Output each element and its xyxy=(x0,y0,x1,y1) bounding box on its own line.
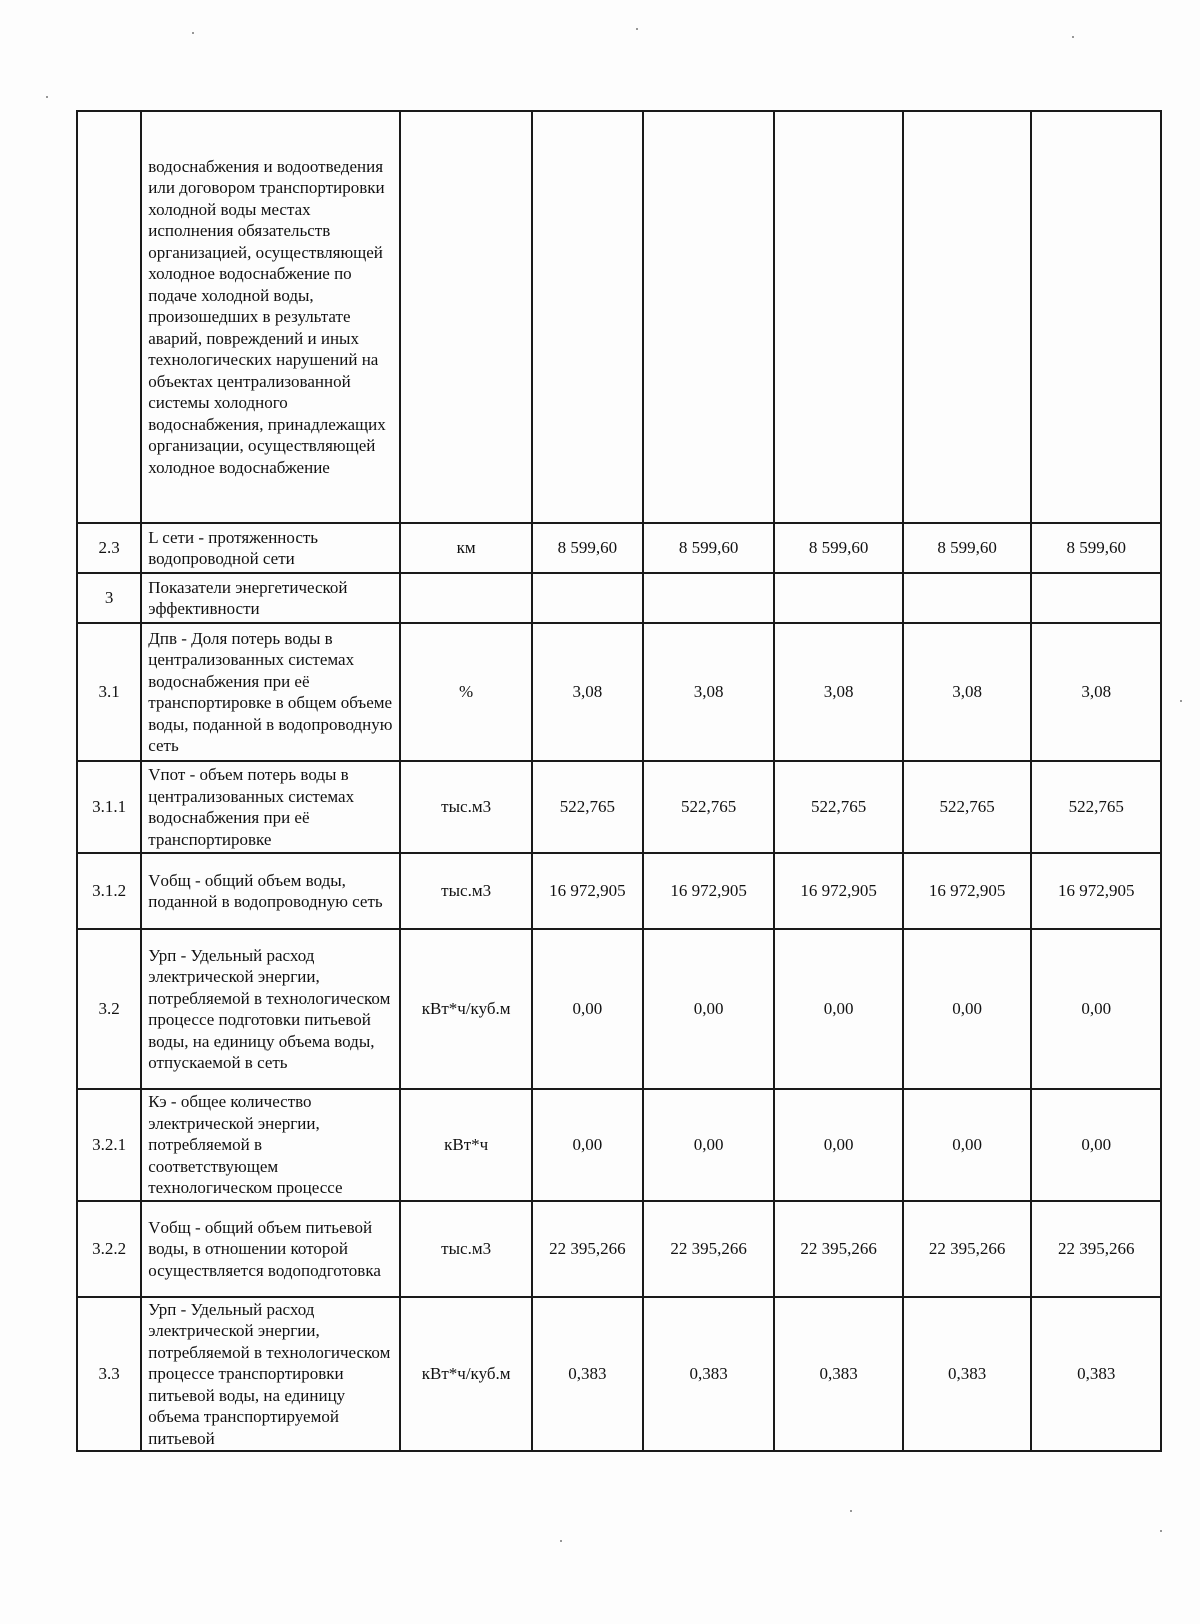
row-value-5: 16 972,905 xyxy=(1031,853,1161,929)
row-value-2: 0,00 xyxy=(643,1089,775,1201)
row-description: L сети - протяженность водопроводной сети xyxy=(141,523,400,573)
row-description: Кэ - общее количество электрической энергии, потребляемой в соответствующем технологическом процессе xyxy=(141,1089,400,1201)
row-value-4: 16 972,905 xyxy=(903,853,1032,929)
row-value-1: 0,00 xyxy=(532,1089,643,1201)
scan-speck xyxy=(1072,36,1074,38)
row-value-4: 0,00 xyxy=(903,1089,1032,1201)
scan-speck xyxy=(1180,700,1182,702)
row-unit: тыс.м3 xyxy=(400,1201,532,1297)
scan-speck xyxy=(636,28,638,30)
row-value-3 xyxy=(774,111,903,523)
table-row xyxy=(77,523,1161,573)
row-unit: % xyxy=(400,623,532,761)
row-description: Vобщ - общий объем воды, поданной в водопроводную сеть xyxy=(141,853,400,929)
row-value-4: 0,383 xyxy=(903,1297,1032,1451)
row-value-1 xyxy=(532,111,643,523)
table-row xyxy=(77,573,1161,623)
row-number: 3.2 xyxy=(77,929,141,1089)
row-value-1: 522,765 xyxy=(532,761,643,853)
row-value-3 xyxy=(774,573,903,623)
row-value-3: 22 395,266 xyxy=(774,1201,903,1297)
row-value-3: 0,00 xyxy=(774,929,903,1089)
row-description: водоснабжения и водоотведения или договором транспортировки холодной воды местах исполнения обязательств организацией, осуществляющей холодное водоснабжение по подаче холодной воды, произошедших в результате аварий, повреждений и иных технологических нарушений на объектах централизованной системы холодного водоснабжения, принадлежащих организации, осуществляющей холодное водоснабжение xyxy=(141,111,400,523)
row-value-3: 0,00 xyxy=(774,1089,903,1201)
table-row xyxy=(77,761,1161,853)
row-unit: тыс.м3 xyxy=(400,853,532,929)
row-value-2: 522,765 xyxy=(643,761,775,853)
row-value-5: 0,00 xyxy=(1031,1089,1161,1201)
table-row xyxy=(77,1089,1161,1201)
row-unit xyxy=(400,573,532,623)
indicators-table xyxy=(76,110,1162,1452)
row-value-1 xyxy=(532,573,643,623)
row-number: 3.1.2 xyxy=(77,853,141,929)
row-value-1: 0,383 xyxy=(532,1297,643,1451)
row-number xyxy=(77,111,141,523)
row-value-5: 522,765 xyxy=(1031,761,1161,853)
row-number: 3.2.1 xyxy=(77,1089,141,1201)
row-description: Урп - Удельный расход электрической энергии, потребляемой в технологическом процессе транспортировки питьевой воды, на единицу объема транспортируемой питьевой xyxy=(141,1297,400,1451)
row-number: 3.1 xyxy=(77,623,141,761)
row-unit xyxy=(400,111,532,523)
row-value-1: 8 599,60 xyxy=(532,523,643,573)
row-value-3: 0,383 xyxy=(774,1297,903,1451)
scan-speck xyxy=(192,32,194,34)
row-value-2: 0,383 xyxy=(643,1297,775,1451)
row-value-1: 16 972,905 xyxy=(532,853,643,929)
row-value-3: 16 972,905 xyxy=(774,853,903,929)
row-value-2 xyxy=(643,111,775,523)
row-value-5: 0,00 xyxy=(1031,929,1161,1089)
row-unit: кВт*ч xyxy=(400,1089,532,1201)
table-row xyxy=(77,623,1161,761)
row-unit: км xyxy=(400,523,532,573)
row-value-1: 22 395,266 xyxy=(532,1201,643,1297)
row-value-4: 0,00 xyxy=(903,929,1032,1089)
row-value-3: 3,08 xyxy=(774,623,903,761)
row-unit: кВт*ч/куб.м xyxy=(400,1297,532,1451)
row-value-5: 3,08 xyxy=(1031,623,1161,761)
row-number: 2.3 xyxy=(77,523,141,573)
row-number: 3.1.1 xyxy=(77,761,141,853)
row-unit: кВт*ч/куб.м xyxy=(400,929,532,1089)
table-row xyxy=(77,1297,1161,1451)
scan-speck xyxy=(850,1510,852,1512)
scan-speck xyxy=(560,1540,562,1542)
table-row xyxy=(77,853,1161,929)
row-value-2: 8 599,60 xyxy=(643,523,775,573)
row-value-5 xyxy=(1031,573,1161,623)
row-value-5: 22 395,266 xyxy=(1031,1201,1161,1297)
table-row xyxy=(77,929,1161,1089)
row-description: Vобщ - общий объем питьевой воды, в отношении которой осуществляется водоподготовка xyxy=(141,1201,400,1297)
row-value-5: 0,383 xyxy=(1031,1297,1161,1451)
scan-speck xyxy=(1160,1530,1162,1532)
row-value-2: 3,08 xyxy=(643,623,775,761)
row-value-4: 8 599,60 xyxy=(903,523,1032,573)
row-number: 3 xyxy=(77,573,141,623)
scan-speck xyxy=(46,96,48,98)
row-value-5 xyxy=(1031,111,1161,523)
row-value-5: 8 599,60 xyxy=(1031,523,1161,573)
row-value-4: 522,765 xyxy=(903,761,1032,853)
row-value-2: 22 395,266 xyxy=(643,1201,775,1297)
row-number: 3.2.2 xyxy=(77,1201,141,1297)
row-value-4: 3,08 xyxy=(903,623,1032,761)
row-number: 3.3 xyxy=(77,1297,141,1451)
row-value-2: 16 972,905 xyxy=(643,853,775,929)
row-description: Vпот - объем потерь воды в централизованных системах водоснабжения при её транспортировке xyxy=(141,761,400,853)
row-value-1: 3,08 xyxy=(532,623,643,761)
row-value-4: 22 395,266 xyxy=(903,1201,1032,1297)
table-row xyxy=(77,1201,1161,1297)
row-value-3: 8 599,60 xyxy=(774,523,903,573)
row-value-2: 0,00 xyxy=(643,929,775,1089)
row-description: Показатели энергетической эффективности xyxy=(141,573,400,623)
row-value-4 xyxy=(903,111,1032,523)
row-value-1: 0,00 xyxy=(532,929,643,1089)
table-row xyxy=(77,111,1161,523)
row-description: Дпв - Доля потерь воды в централизованных системах водоснабжения при её транспортировке в общем объеме воды, поданной в водопроводную сеть xyxy=(141,623,400,761)
row-unit: тыс.м3 xyxy=(400,761,532,853)
row-description: Урп - Удельный расход электрической энергии, потребляемой в технологическом процессе подготовки питьевой воды, на единицу объема воды, отпускаемой в сеть xyxy=(141,929,400,1089)
row-value-4 xyxy=(903,573,1032,623)
row-value-2 xyxy=(643,573,775,623)
row-value-3: 522,765 xyxy=(774,761,903,853)
